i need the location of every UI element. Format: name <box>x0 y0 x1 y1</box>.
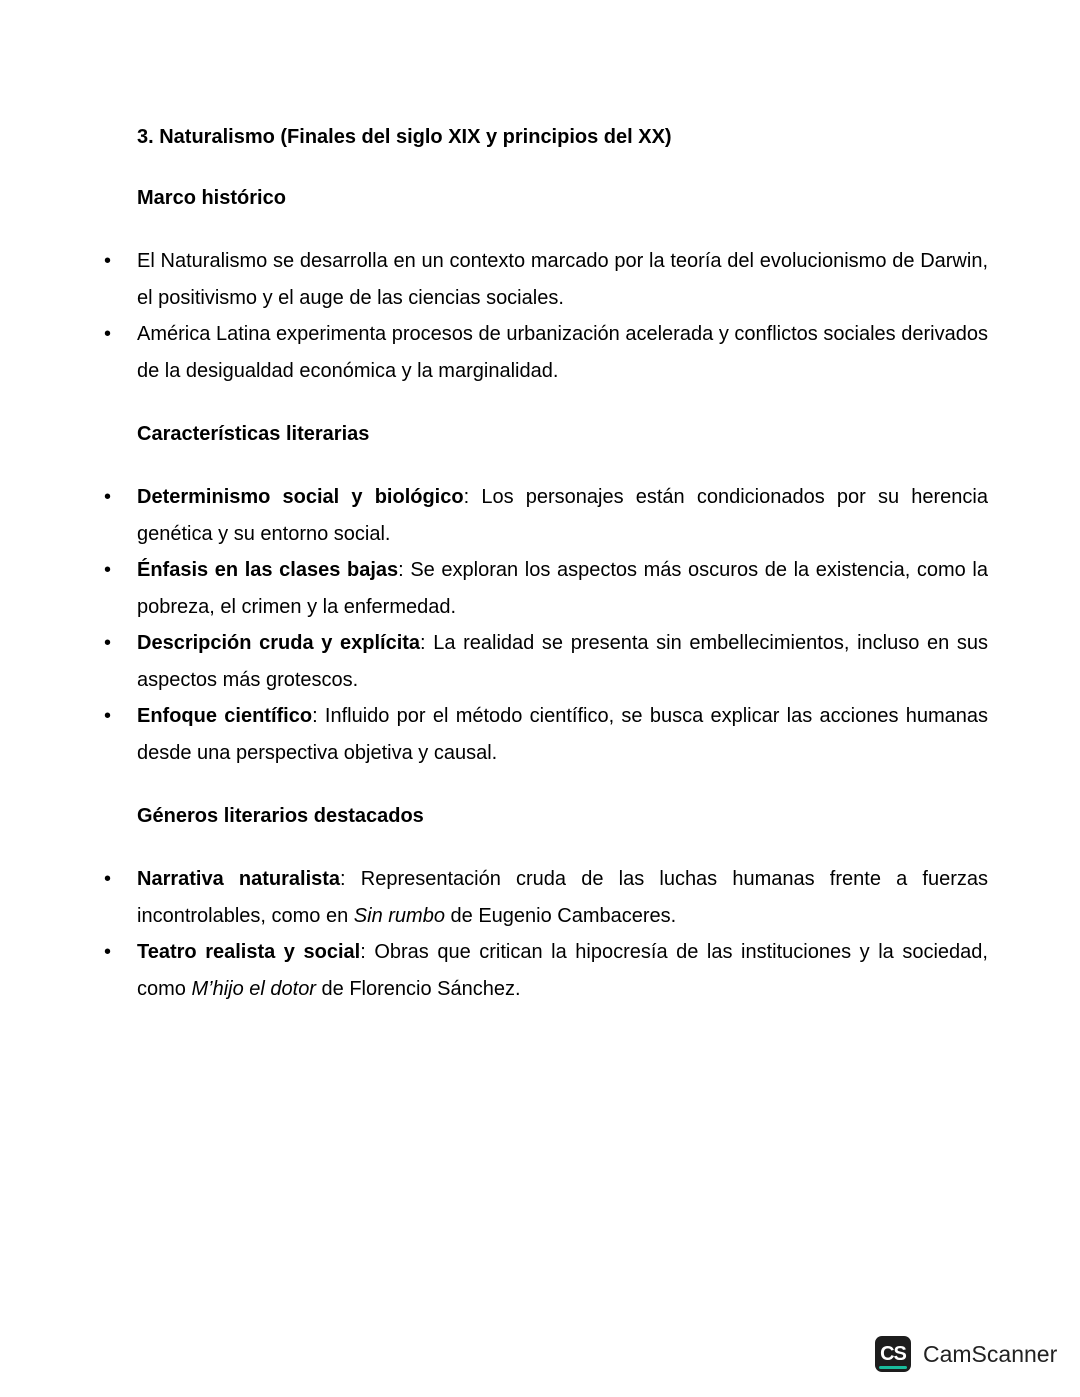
camscanner-name: CamScanner <box>923 1340 1058 1367</box>
list-item: • Narrativa naturalista: Representación cruda de las luchas humanas frente a fuerzas incontrolables, como en Sin rumbo de Eugenio Cambaceres. <box>137 861 988 934</box>
list-item: • El Naturalismo se desarrolla en un contexto marcado por la teoría del evolucionismo de Darwin, el positivismo y el auge de las ciencias sociales. <box>137 243 988 316</box>
item-description: La realidad se presenta sin embellecimientos, incluso en sus aspectos más grotescos. <box>137 632 988 691</box>
bullet-icon: • <box>104 941 112 963</box>
camscanner-logo-icon: CS <box>875 1336 911 1372</box>
list-item: • América Latina experimenta procesos de urbanización acelerada y conflictos sociales derivados de la desigualdad económica y la marginalidad. <box>137 316 988 389</box>
bullet-icon: • <box>104 250 112 272</box>
list-item: • Enfoque científico: Influido por el método científico, se busca explicar las acciones humanas desde una perspectiva objetiva y causal. <box>137 698 988 771</box>
list-item: • Determinismo social y biológico: Los personajes están condicionados por su herencia genética y su entorno social. <box>137 479 988 552</box>
item-description: Se exploran los aspectos más oscuros de la existencia, como la pobreza, el crimen y la enfermedad. <box>137 559 988 618</box>
bullet-icon: • <box>104 705 112 727</box>
section-heading-caracteristicas: Características literarias <box>137 423 370 445</box>
item-description: Los personajes están condicionados por su herencia genética y su entorno social. <box>137 486 988 545</box>
bullet-icon: • <box>104 868 112 890</box>
list-item: • Teatro realista y social: Obras que critican la hipocresía de las instituciones y la sociedad, como M’hijo el dotor de Florencio Sánchez. <box>137 934 988 1007</box>
bullet-icon: • <box>104 486 112 508</box>
camscanner-watermark <box>875 1334 1057 1374</box>
item-description: Influido por el método científico, se busca explicar las acciones humanas desde una perspectiva objetiva y causal. <box>137 705 988 764</box>
item-term: Determinismo social y biológico <box>137 486 464 508</box>
bullet-icon: • <box>104 323 112 345</box>
list-item: • Énfasis en las clases bajas: Se exploran los aspectos más oscuros de la existencia, como la pobreza, el crimen y la enfermedad. <box>137 552 988 625</box>
list-caracteristicas <box>104 479 988 771</box>
item-term: Énfasis en las clases bajas <box>137 559 399 581</box>
section-heading-marco-historico: Marco histórico <box>137 187 286 209</box>
bullet-icon: • <box>104 559 112 581</box>
item-term: Narrativa naturalista <box>137 868 341 890</box>
work-title: Sin rumbo <box>353 904 445 927</box>
item-term: Enfoque científico <box>137 705 313 727</box>
bullet-icon: • <box>104 632 112 654</box>
item-term: Descripción cruda y explícita <box>137 632 421 654</box>
item-term: Teatro realista y social <box>137 941 361 963</box>
section-heading-generos: Géneros literarios destacados <box>137 805 424 827</box>
list-generos <box>104 861 988 1007</box>
document-title: 3. Naturalismo (Finales del siglo XIX y principios del XX) <box>137 126 672 148</box>
item-description: Obras que critican la hipocresía de las instituciones y la sociedad, como <box>137 941 988 1000</box>
document-content <box>104 121 988 1036</box>
work-title: M’hijo el dotor <box>191 977 316 1000</box>
item-description: Representación cruda de las luchas humanas frente a fuerzas incontrolables, como en <box>137 868 988 927</box>
list-item: • Descripción cruda y explícita: La realidad se presenta sin embellecimientos, incluso en sus aspectos más grotescos. <box>137 625 988 698</box>
list-marco-historico <box>104 243 988 389</box>
